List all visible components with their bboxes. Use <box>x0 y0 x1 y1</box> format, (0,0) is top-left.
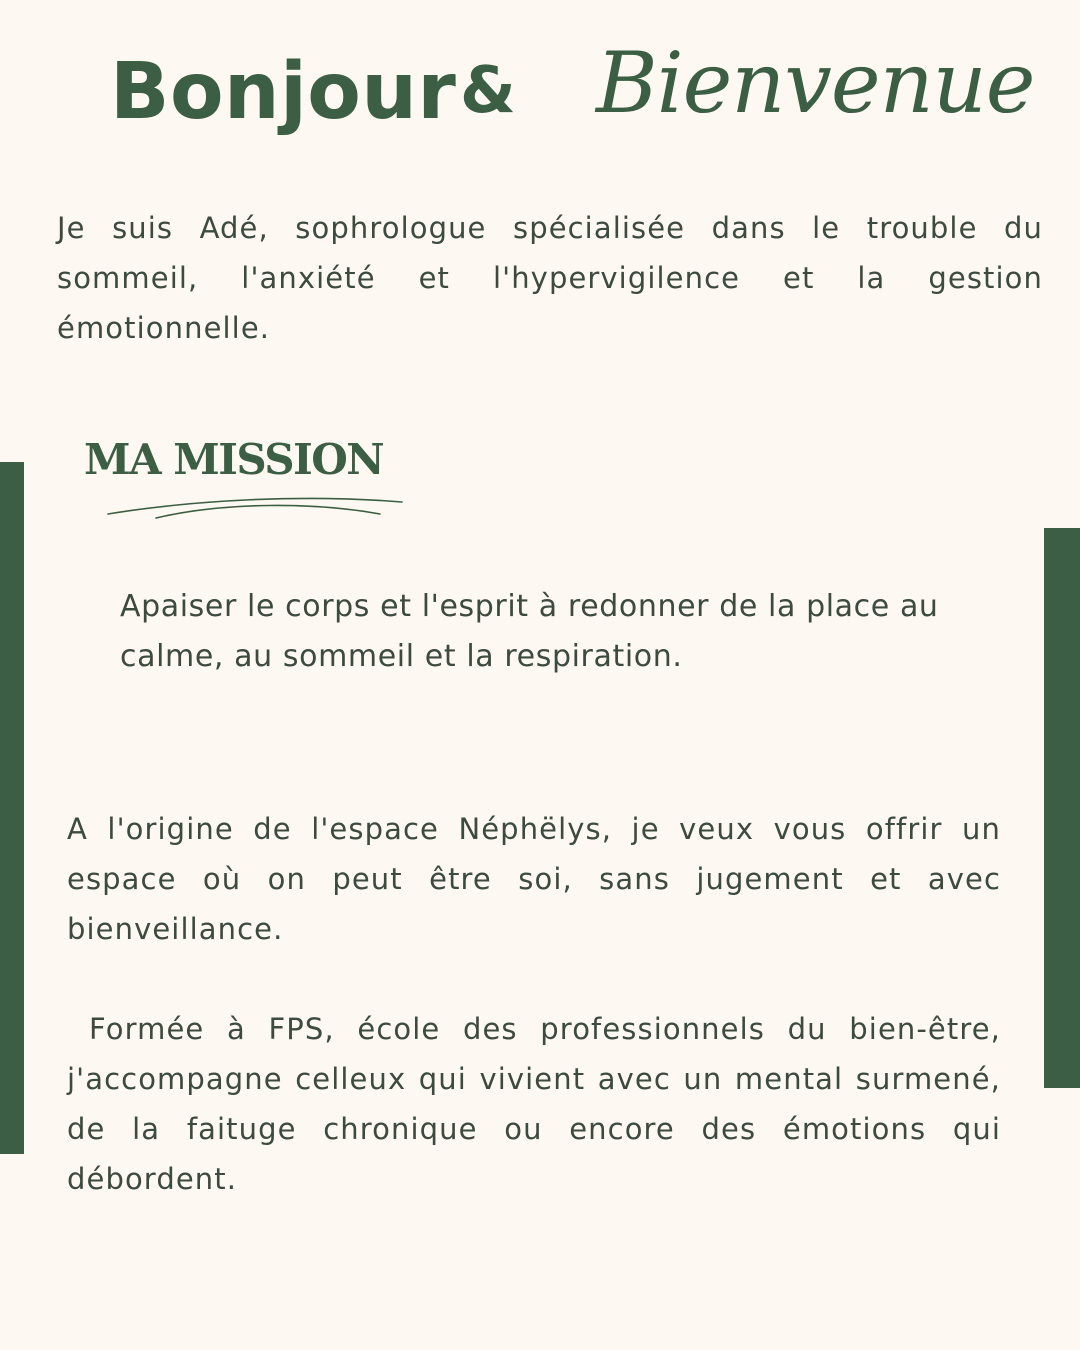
mission-underline-swash <box>104 492 404 522</box>
formation-paragraph: Formée à FPS, école des professionnels du bien-être, j'accompagne celleux qui vivient avec un mental surmené, de la faituge chronique ou encore des émotions qui débordent. <box>67 1012 1001 1196</box>
left-accent-bar <box>0 462 24 1154</box>
mission-title: MA MISSION <box>84 435 384 484</box>
mission-text: Apaiser le corps et l'esprit à redonner de la place au calme, au sommeil et la respiration. <box>120 589 939 674</box>
origin-paragraph: A l'origine de l'espace Néphëlys, je veux vous offrir un espace où on peut être soi, sans jugement et avec bienveillance. <box>67 812 1001 946</box>
intro-paragraph: Je suis Adé, sophrologue spécialisée dans le trouble du sommeil, l'anxiété et l'hypervigilence et la gestion émotionnelle. <box>57 211 1043 345</box>
right-accent-bar <box>1044 528 1080 1088</box>
title-bonjour: Bonjour <box>110 47 457 137</box>
title-ampersand: & <box>460 54 516 128</box>
title-bienvenue: Bienvenue <box>596 34 1035 132</box>
